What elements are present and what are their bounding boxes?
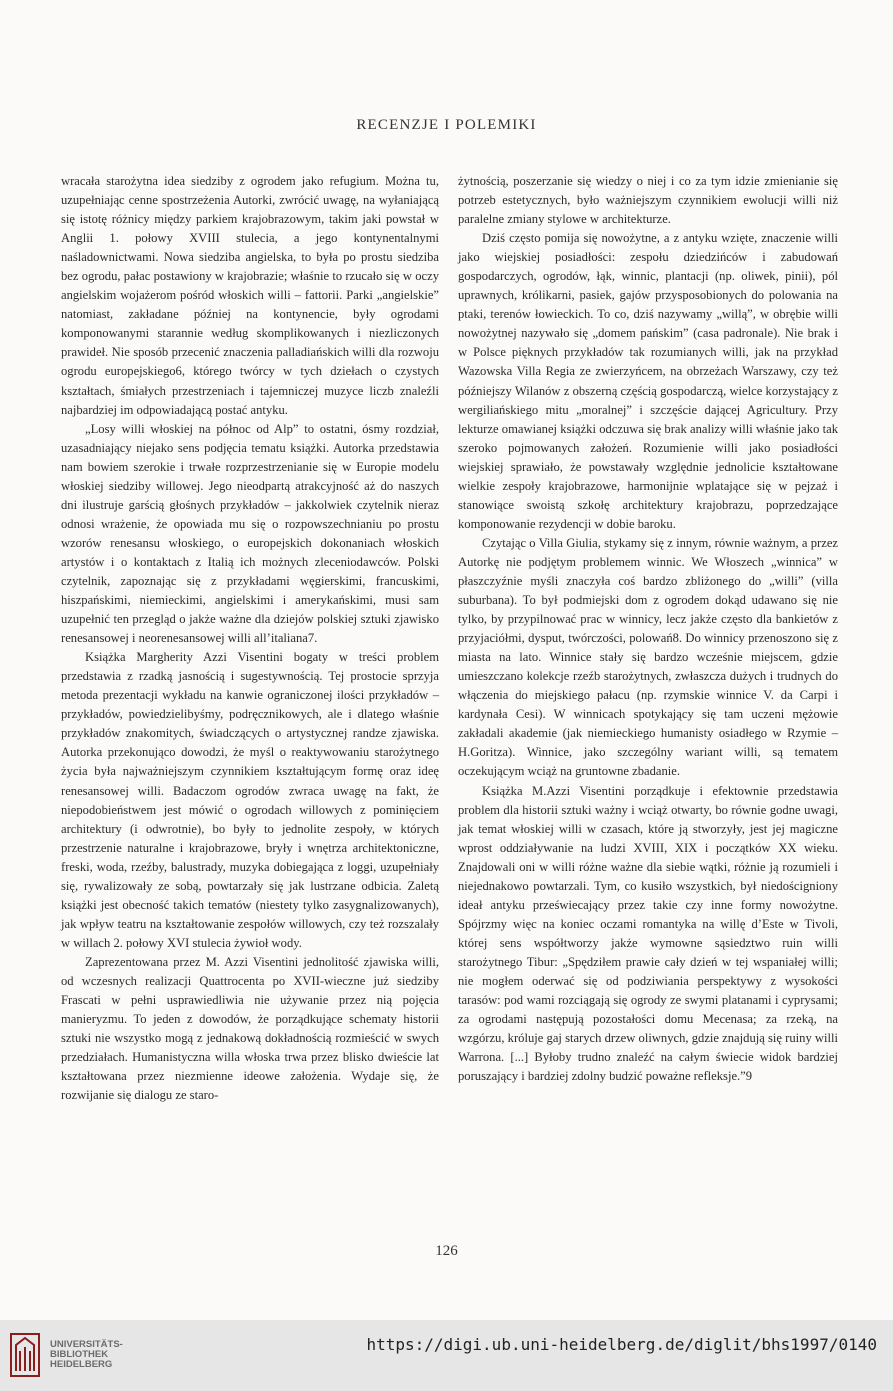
institution-name	[50, 1340, 123, 1370]
institution-line: HEIDELBERG	[50, 1359, 113, 1370]
paragraph: Książka M.Azzi Visentini porządkuje i efektownie przedstawia problem dla historii sztuki ważny i wciąż otwarty, bo równie godne uwagi, jak temat włoskiej willi w czasach, które ją stworzyły, jest jej magiczne wprost oddziaływanie na ludzi XVIII, XIX i początków XX wieku. Znajdowali oni w willi różne ważne dla siebie wątki, różnie ją rozumieli i niejednakowo powtarzali. Tym, co kusiło wszystkich, był niedościgniony ideał antyku przeświecający przez takie czy inne formy nowożytne. Spójrzmy więc na koniec oczami romantyka na willę d’Este w Tivoli, której sens współtworzy jakże wymowne sąsiedztwo ruin willi starożytnego Tibur: „Spędziłem prawie cały dzień w tej wspaniałej willi; nie mogłem oderwać się od podziwiania perspektywy z wysokości tarasów: pod wami rozciągają się ogrody ze swymi platanami i cyprysami; za ogrodami następują pozostałości domu Mecenasa; za rzeką, na wzgórzu, króluje gaj starych drzew oliwnych, gdzie znajdują się ruiny willi Warrona. [...] Byłoby trudno znaleźć na całym świecie widok bardziej poruszający i bardziej zdolny budzić poważne refleksje.”9	[458, 783, 838, 1084]
running-header: RECENZJE I POLEMIKI	[356, 117, 537, 133]
paragraph: „Losy willi włoskiej na północ od Alp” to ostatni, ósmy rozdział, uzasadniający niejako sens podjęcia tematu książki. Autorka przedstawia nam bowiem szerokie i trwałe rozprzestrzenianie się w Europie modelu włoskiej siedziby willowej. Jego nieodpartą atrakcyjność aż do naszych dni ilustruje garścią głośnych przykładów – jakkolwiek czytelnik nieraz odnosi wrażenie, że opowiada mu się o rozpowszechnianiu po prostu wzorów renesansu włoskiego, o europejskich dokonaniach włoskich artystów i o kontaktach z Italią ich możnych zleceniodawców. Polski czytelnik, zapoznając się z przykładami węgierskimi, francuskimi, hiszpańskimi, niemieckimi, angielskimi i amerykańskimi, musi sam uzupełnić ten przegląd o jakże ważne dla dziejów polskiej sztuki zjawisko renesansowej i neorenesansowej willi all’italiana7.	[61, 421, 439, 646]
institution-line: UNIVERSITÄTS-	[50, 1339, 123, 1350]
library-seal-icon	[10, 1333, 40, 1377]
left-column	[61, 172, 439, 1105]
paragraph: wracała starożytna idea siedziby z ogrodem jako refugium. Można tu, uzupełniając cenne spostrzeżenia Autorki, zwrócić uwagę, na wyłaniającą się istotę różnicy między parkiem krajobrazowym, takim jaki powstał w Anglii 1. połowy XVIII stulecia, a jego kontynentalnymi naśladownictwami. Nowa siedziba angielska, to była po prostu siedziba bez ogrodu, pałac postawiony w krajobrazie; właśnie to rzucało się w oczy angielskim wojażerom pośród włoskich willi – fattorii. Parki „angielskie” natomiast, zakładane później na kontynencie, były ogrodami komponowanymi starannie według skomplikowanych i niezliczonych prawideł. Nie sposób przecenić znaczenia palladiańskich willi dla rozwoju ogrodu europejskiego6, którego twórcy w tych dziełach o czystych kształtach, śmiałych przestrzeniach i tajemniczej muzyce liczb znaleźli najbardziej im odpowiadającą postać antyku.	[61, 174, 439, 417]
paragraph: Dziś często pomija się nowożytne, a z antyku wzięte, znaczenie willi jako wiejskiej posiadłości: zespołu dziedzińców i zabudowań gospodarczych, ogrodów, łąk, winnic, plantacji (np. oliwek, pinii), pól uprawnych, królikarni, pasiek, gajów przysposobionych do polowania na ptaki, terenów łowieckich. To co, dziś nazywamy „willą”, w obrębie willi nowożytnej nazywało się „domem pańskim” (casa padronale). Nie brak i w Polsce pięknych przykładów tak rozumianych willi, jak na przykład Wazowska Villa Regia ze zwierzyńcem, na obrzeżach Warszawy, czy też późniejszy Wilanów z obszerną częścią gospodarczą, wielce korzystający z wergiliańskiego mitu „moralnej” i szczęście dającej Agriculturу. Przy lekturze omawianej książki odczuwa się brak analizy willi właśnie jako tak szeroko pojmowanych założeń. Rozumienie willi jako posiadłości wiejskiej sprawiało, że powstawały względnie jednolicie kształtowane wielkie zespoły krajobrazowe, harmonijnie wplatające się w pejzaż i stanowiące swoistą szkołę architektury krajobrazu, poprzedzające komponowanie rezydencji w dobie baroku.	[458, 231, 838, 531]
paragraph: Czytając o Villa Giulia, stykamy się z innym, równie ważnym, a przez Autorkę nie podjętym problemem winnic. We Włoszech „winnica” w płaszczyźnie myśli znaczyła coś bardzo zbliżonego do „willi” (villa suburbana). To był podmiejski dom z ogrodem dokąd udawano się nie tylko, by przypilnować prac w winnicy, lecz jakże często dla bankietów z przyjaciółmi, dysput, twórczości, polowań8. Do winnicy przenoszono się z miasta na lato. Winnice stały się bardzo wcześnie miejscem, gdzie umieszczano kolekcje rzeźb starożytnych, zwłaszcza dużych i trudnych do włączenia do miejskiego pałacu (np. rzymskie winnice V. da Carpi i kardynała Cesi). W winnicach spotykający się tam uczeni mężowie zakładali akademie (jak niemieckiego humanisty osiadłego w Rzymie – H.Goritza). Winnice, jako szczególny wariant willi, są tematem oczekującym wciąż na gruntowne zbadanie.	[458, 535, 838, 779]
page-number: 126	[435, 1243, 458, 1259]
footer-bar	[0, 1320, 893, 1391]
institution-line: BIBLIOTHEK	[50, 1349, 109, 1360]
paragraph: żytnością, poszerzanie się wiedzy o niej i co za tym idzie zmienianie się potrzeb estetycznych, było ważniejszym czynnikiem ewolucji willi niż paralelne zmiany stylowe w architekturze.	[458, 174, 838, 227]
source-url-link[interactable]: https://digi.ub.uni-heidelberg.de/diglit/bhs1997/0140	[366, 1335, 877, 1354]
paragraph: Zaprezentowana przez M. Azzi Visentini jednolitość zjawiska willi, od wczesnych realizacji Quattrocenta po XVII-wieczne już siedziby Frascati w pełni usprawiedliwia nie używanie przez nią pojęcia manieryzmu. To jeden z dowodów, że porządkujące schematy historii sztuki nie wszystko mogą z jednakową dokładnością rozmieścić w swych przedziałach. Humanistyczna willa włoska trwa przez blisko dwieście lat kształtowana przez niezmienne ideowe założenia. Wydaje się, że rozwijanie się dialogu ze staro-	[61, 954, 439, 1103]
right-column	[458, 172, 838, 1086]
paragraph: Książka Margherity Azzi Visentini bogaty w treści problem przedstawia z rzadką jasnością i sugestywnością. Tej prostocie sprzyja metoda prezentacji wykładu na kanwie ograniczonej ilości przykładów – przykładów, powiedzielibyśmy, podręcznikowych, ale i dlatego właśnie przykładów znakomitych, świadczących o artystycznej randze zjawiska. Autorka przekonująco dowodzi, że myśl o reaktywowaniu starożytnego życia była najważniejszym czynnikiem kształtującym formę oraz ideę renesansowej willi. Badaczom ogrodów zwraca uwagę na fakt, że niepodobieństwem jest mówić o ogrodach willowych z pominięciem architektury (i odwrotnie), bo były to jednolite zespoły, w których przestrzenie naturalne i krajobrazowe, bryły i wnętrza architektoniczne, freski, woda, rzeźby, balustrady, muzyka dobiegająca z loggi, uzupełniały się, rywalizowały ze sobą, powtarzały się jak lustrzane odbicia. Zaletą książki jest obecność takich tematów (niestety tylko zasygnalizowanych), jak wpływ teatru na kształtowanie zespołów willowych, czy też rozszalały w willach 2. połowy XVI stulecia żywioł wody.	[61, 650, 439, 950]
